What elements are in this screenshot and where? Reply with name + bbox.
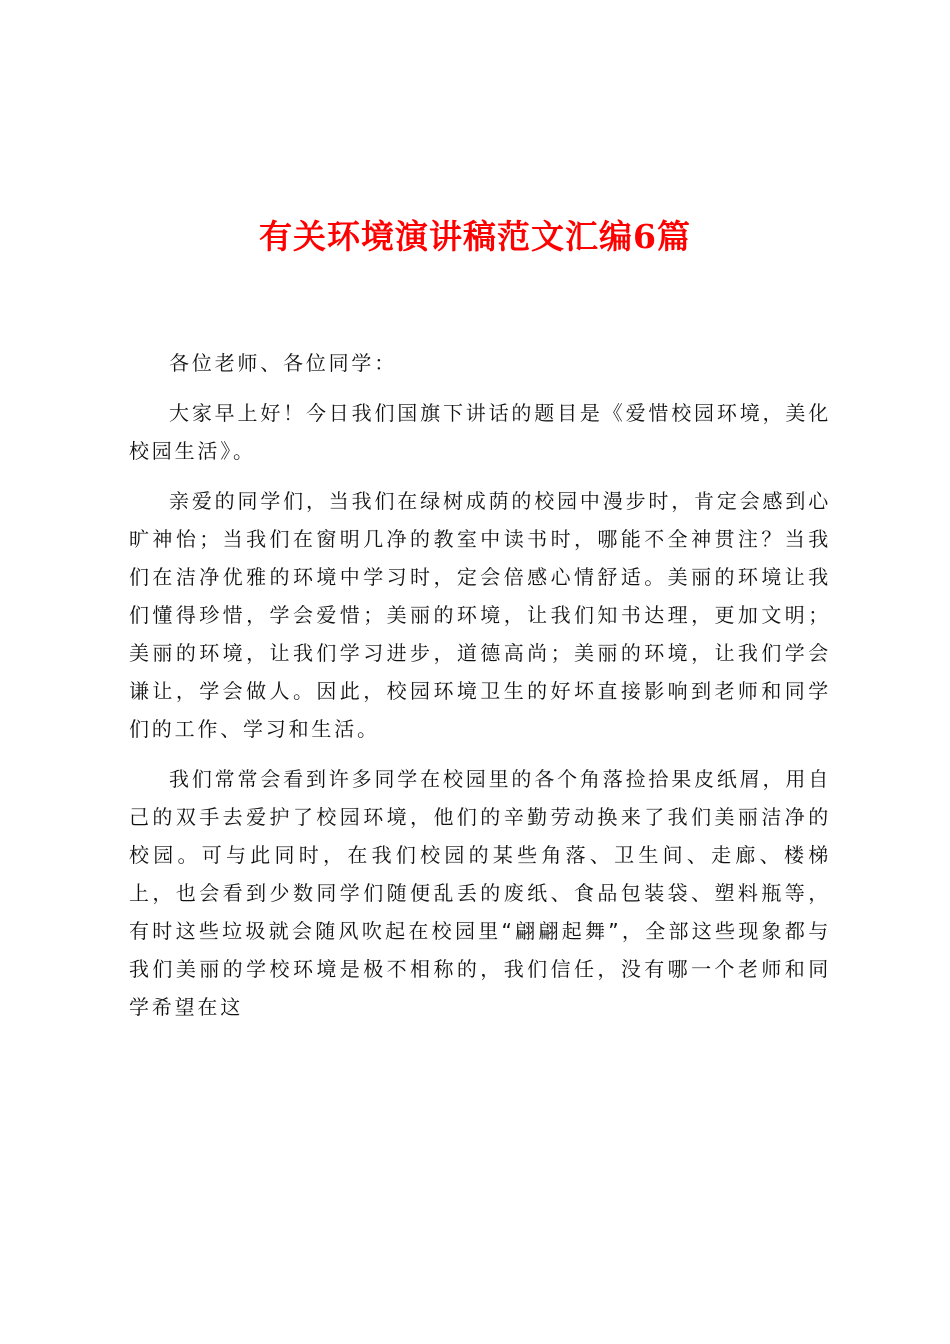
- paragraph-greeting: 大家早上好！今日我们国旗下讲话的题目是《爱惜校园环境，美化校园生活》。: [129, 401, 831, 463]
- document-title: 有关环境演讲稿范文汇编6篇: [259, 217, 691, 256]
- document-body: [129, 344, 831, 1038]
- paragraph-campus-litter: 我们常常会看到许多同学在校园里的各个角落捡拾果皮纸屑，用自己的双手去爱护了校园环境，他们的辛勤劳动换来了我们美丽洁净的校园。可与此同时，在我们校园的某些角落、卫生间、走廊、楼梯上，也会看到少数同学们随便乱丢的废纸、食品包装袋、塑料瓶等，有时这些垃圾就会随风吹起在校园里“翩翩起舞”，全部这些现象都与我们美丽的学校环境是极不相称的，我们信任，没有哪一个老师和同学希望在这: [129, 767, 831, 1019]
- paragraph-salutation: 各位老师、各位同学：: [169, 351, 397, 375]
- paragraph-environment: 亲爱的同学们，当我们在绿树成荫的校园中漫步时，肯定会感到心旷神怡；当我们在窗明几净的教室中读书时，哪能不全神贯注？当我们在洁净优雅的环境中学习时，定会倍感心情舒适。美丽的环境让我们懂得珍惜，学会爱惜；美丽的环境，让我们知书达理，更加文明；美丽的环境，让我们学习进步，道德高尚；美丽的环境，让我们学会谦让，学会做人。因此，校园环境卫生的好坏直接影响到老师和同学们的工作、学习和生活。: [129, 489, 831, 741]
